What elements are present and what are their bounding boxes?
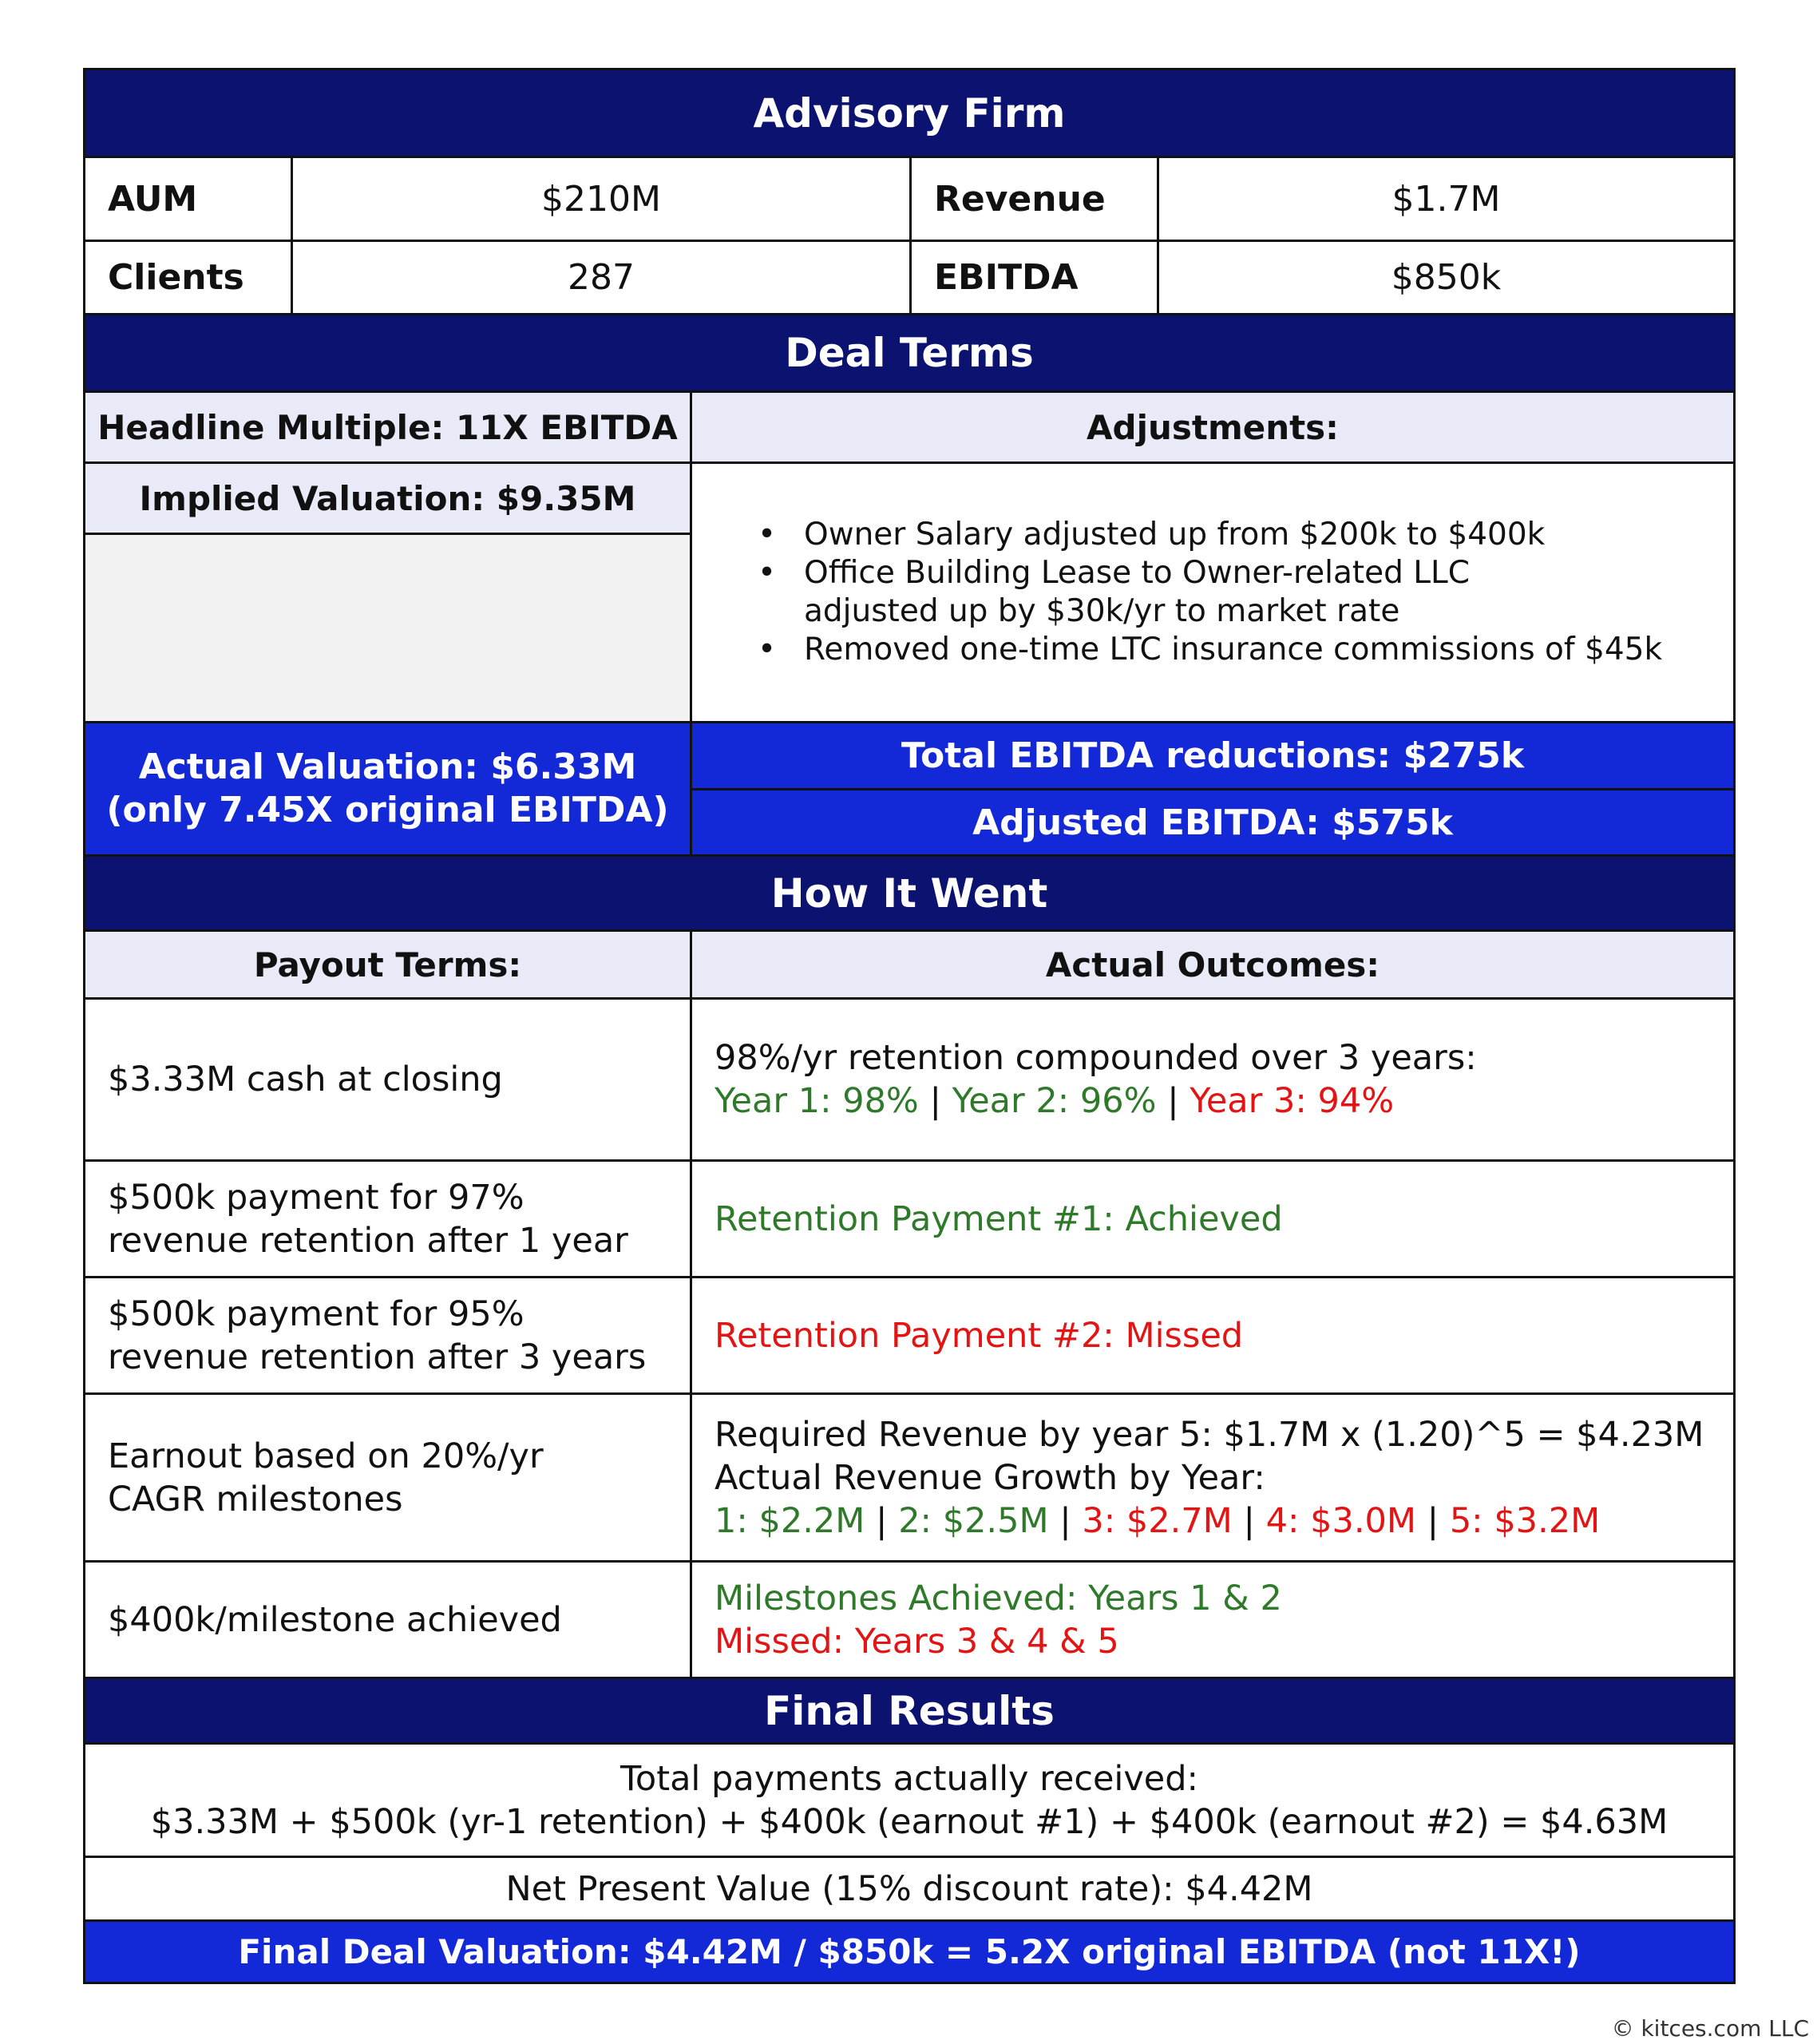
payout-term: $400k/milestone achieved bbox=[85, 1563, 692, 1679]
payout-term bbox=[85, 1395, 692, 1563]
table-row bbox=[85, 1395, 1733, 1563]
separator: | bbox=[929, 1081, 941, 1121]
adjustment-item: • Office Building Lease to Owner-related LLC adjusted up by $30k/yr to market rate bbox=[758, 554, 1522, 631]
table-row bbox=[85, 1563, 1733, 1679]
ebitda-value: $850k bbox=[1159, 242, 1733, 315]
final-deal-valuation: Final Deal Valuation: $4.42M / $850k = 5.2X original EBITDA (not 11X!) bbox=[85, 1922, 1733, 1982]
payout-term-line: Earnout based on 20%/yr bbox=[108, 1436, 544, 1476]
npv-row bbox=[85, 1858, 1733, 1922]
retention-by-year bbox=[715, 1079, 1394, 1123]
final-results-header-row bbox=[85, 1679, 1733, 1745]
aum-value: $210M bbox=[293, 158, 912, 242]
actual-valuation: Actual Valuation: $6.33M bbox=[138, 747, 637, 787]
payout-term-line: CAGR milestones bbox=[108, 1479, 403, 1519]
firm-row-2 bbox=[85, 242, 1733, 315]
milestones-achieved: Milestones Achieved: Years 1 & 2 bbox=[715, 1578, 1282, 1618]
payout-term-line: revenue retention after 1 year bbox=[108, 1220, 628, 1261]
adjustments-label: Adjustments: bbox=[692, 393, 1733, 464]
year-1-retention: Year 1: 98% bbox=[715, 1081, 919, 1121]
milestones-missed: Missed: Years 3 & 4 & 5 bbox=[715, 1621, 1119, 1662]
revenue-value: $1.7M bbox=[1159, 158, 1733, 242]
clients-value: 287 bbox=[293, 242, 912, 315]
actual-valuation-multiple: (only 7.45X original EBITDA) bbox=[106, 790, 669, 830]
aum-label: AUM bbox=[85, 158, 293, 242]
net-present-value: Net Present Value (15% discount rate): $4.42M bbox=[85, 1858, 1733, 1922]
actual-outcome bbox=[692, 1000, 1733, 1162]
year-2-retention: Year 2: 96% bbox=[952, 1081, 1157, 1121]
separator: | bbox=[1059, 1500, 1071, 1541]
firm-row-1 bbox=[85, 158, 1733, 242]
separator: | bbox=[1167, 1081, 1179, 1121]
table-row bbox=[85, 1000, 1733, 1162]
advisory-firm-title: Advisory Firm bbox=[85, 70, 1733, 158]
outcome-line: 98%/yr retention compounded over 3 years: bbox=[715, 1038, 1477, 1078]
separator: | bbox=[1427, 1500, 1439, 1541]
total-payments-row bbox=[85, 1745, 1733, 1858]
actual-outcome: Retention Payment #2: Missed bbox=[692, 1278, 1733, 1395]
total-payments bbox=[85, 1745, 1733, 1858]
copyright-notice: © kitces.com LLC bbox=[1611, 2015, 1809, 2042]
growth-year-3: 3: $2.7M bbox=[1082, 1500, 1233, 1541]
adjustment-item: • Removed one-time LTC insurance commissions of $45k bbox=[758, 631, 1733, 669]
total-payments-formula: $3.33M + $500k (yr-1 retention) + $400k (earnout #1) + $400k (earnout #2) = $4.63M bbox=[150, 1801, 1669, 1842]
total-payments-label: Total payments actually received: bbox=[620, 1758, 1199, 1799]
outcome-line: Required Revenue by year 5: $1.7M x (1.20)^5 = $4.23M bbox=[715, 1414, 1704, 1455]
payout-term-line: $500k payment for 95% bbox=[108, 1293, 525, 1334]
growth-year-5: 5: $3.2M bbox=[1449, 1500, 1601, 1541]
revenue-label: Revenue bbox=[912, 158, 1159, 242]
final-valuation-row bbox=[85, 1922, 1733, 1982]
how-it-went-header-row bbox=[85, 857, 1733, 932]
payout-term bbox=[85, 1162, 692, 1278]
deal-terms-title: Deal Terms bbox=[85, 315, 1733, 393]
actual-outcome bbox=[692, 1563, 1733, 1679]
total-ebitda-reductions: Total EBITDA reductions: $275k bbox=[692, 723, 1733, 790]
year-3-retention: Year 3: 94% bbox=[1190, 1081, 1395, 1121]
payout-term-line: $500k payment for 97% bbox=[108, 1177, 525, 1218]
table-row bbox=[85, 1278, 1733, 1395]
actual-outcome: Retention Payment #1: Achieved bbox=[692, 1162, 1733, 1278]
growth-year-1: 1: $2.2M bbox=[715, 1500, 865, 1541]
ebitda-label: EBITDA bbox=[912, 242, 1159, 315]
deal-summary-table bbox=[83, 68, 1736, 1984]
implied-valuation: Implied Valuation: $9.35M bbox=[85, 464, 692, 535]
final-results-title: Final Results bbox=[85, 1679, 1733, 1745]
actual-outcomes-label: Actual Outcomes: bbox=[692, 932, 1733, 1000]
payout-terms-label: Payout Terms: bbox=[85, 932, 692, 1000]
actual-outcome bbox=[692, 1395, 1733, 1563]
growth-year-2: 2: $2.5M bbox=[898, 1500, 1049, 1541]
payout-term bbox=[85, 1278, 692, 1395]
table-row bbox=[85, 1162, 1733, 1278]
adjusted-ebitda: Adjusted EBITDA: $575k bbox=[692, 790, 1733, 857]
blank-cell bbox=[85, 535, 692, 723]
deal-terms-header-row bbox=[85, 315, 1733, 393]
outcome-line: Actual Revenue Growth by Year: bbox=[715, 1457, 1265, 1498]
adjustments-list-cell bbox=[692, 464, 1733, 723]
payout-subheader-row bbox=[85, 932, 1733, 1000]
adjustments-list bbox=[758, 516, 1733, 669]
payout-term-line: revenue retention after 3 years bbox=[108, 1337, 647, 1377]
payout-term: $3.33M cash at closing bbox=[85, 1000, 692, 1162]
actual-valuation-cell bbox=[85, 723, 692, 857]
advisory-firm-header-row bbox=[85, 70, 1733, 158]
how-it-went-title: How It Went bbox=[85, 857, 1733, 932]
headline-multiple: Headline Multiple: 11X EBITDA bbox=[85, 393, 692, 464]
clients-label: Clients bbox=[85, 242, 293, 315]
growth-year-4: 4: $3.0M bbox=[1265, 1500, 1416, 1541]
adjustment-item: • Owner Salary adjusted up from $200k to $400k bbox=[758, 516, 1733, 554]
separator: | bbox=[876, 1500, 888, 1541]
separator: | bbox=[1243, 1500, 1255, 1541]
revenue-growth-by-year bbox=[715, 1499, 1600, 1543]
